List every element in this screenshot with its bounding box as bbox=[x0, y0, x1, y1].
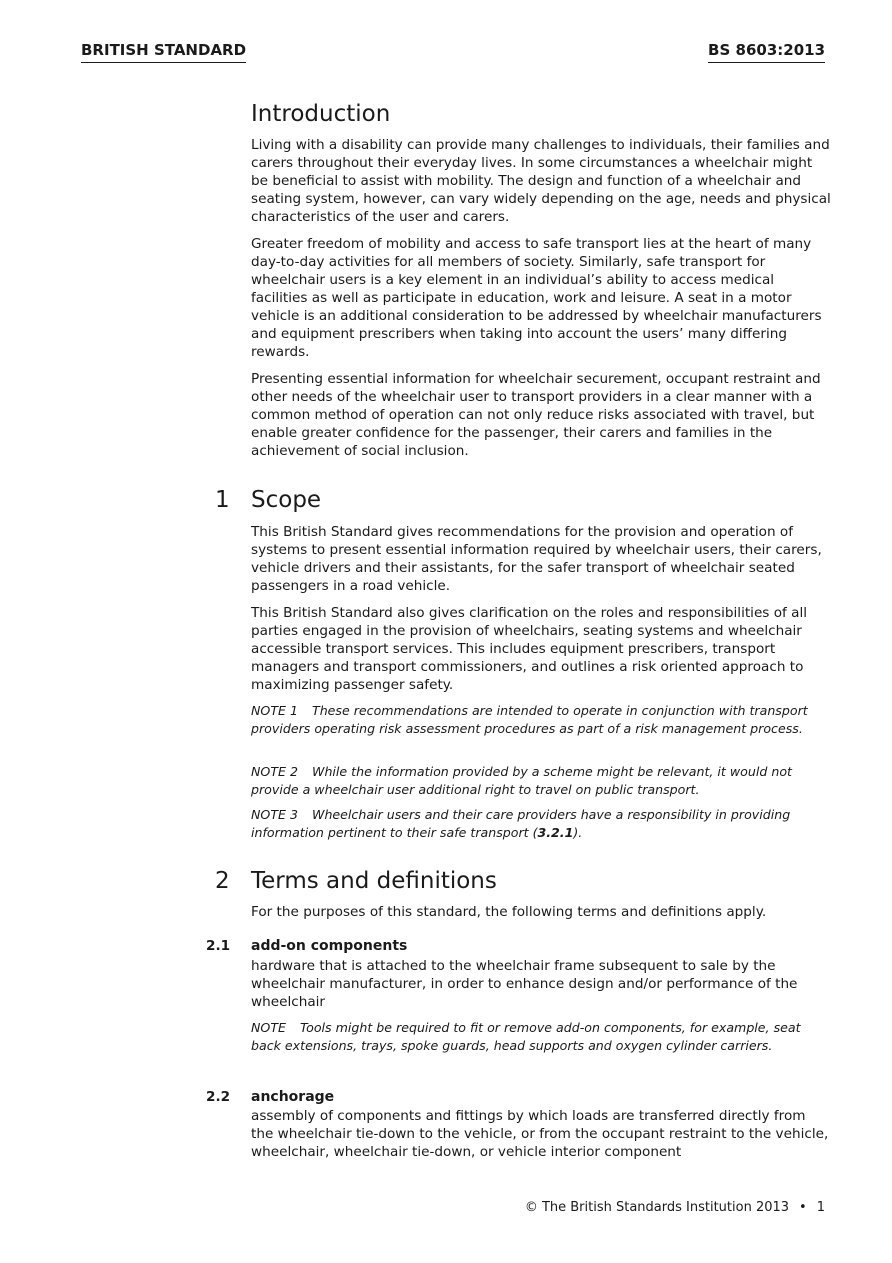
running-header-left: BRITISH STANDARD bbox=[81, 41, 246, 63]
scope-heading: Scope bbox=[251, 487, 322, 513]
term-note-add-on-components bbox=[251, 1019, 831, 1054]
note-text: While the information provided by a scheme might be relevant, it would not provide a wheelchair user additional right to travel on public transport. bbox=[251, 764, 792, 797]
terms-heading: Terms and definitions bbox=[251, 868, 497, 894]
intro-paragraph-1: Living with a disability can provide many challenges to individuals, their families and carers throughout their everyday lives. In some circumstances a wheelchair might be beneficial to assist with mobility. The design and function of a wheelchair and seating system, however, can vary widely depending on the age, needs and physical characteristics of the user and carers. bbox=[251, 137, 831, 225]
scope-note-1 bbox=[251, 702, 831, 737]
copyright-notice: © The British Standards Institution 2013 bbox=[524, 1200, 790, 1215]
scope-paragraph-2: This British Standard also gives clarification on the roles and responsibilities of all parties engaged in the provision of wheelchairs, seating systems and wheelchair accessible transport services. This includes equipment prescribers, transport managers and transport commissioners, and outlines a risk oriented approach to maximizing passenger safety. bbox=[251, 605, 808, 693]
term-name-anchorage: anchorage bbox=[251, 1089, 335, 1105]
scope-note-3 bbox=[251, 806, 831, 841]
page-number: 1 bbox=[816, 1200, 825, 1215]
term-definition-add-on-components: hardware that is attached to the wheelchair frame subsequent to sale by the wheelchair manufacturer, in order to enhance design and/or performance of the wheelchair bbox=[251, 958, 798, 1010]
page-footer bbox=[525, 1199, 825, 1217]
note-text: These recommendations are intended to operate in conjunction with transport providers operating risk assessment procedures as part of a risk management process. bbox=[251, 703, 808, 736]
introduction-heading: Introduction bbox=[251, 101, 391, 127]
term-number-2-1: 2.1 bbox=[206, 938, 231, 954]
term-number-2-2: 2.2 bbox=[206, 1089, 231, 1105]
note-text: Tools might be required to fit or remove add-on components, for example, seat back extensions, trays, spoke guards, head supports and oxygen cylinder carriers. bbox=[251, 1020, 801, 1053]
clause-reference-link[interactable]: 3.2.1 bbox=[537, 824, 574, 840]
intro-paragraph-2: Greater freedom of mobility and access to safe transport lies at the heart of many day-to-day activities for all members of society. Similarly, safe transport for wheelchair users is a key element in an individual’s ability to access medical facilities as well as participate in education, work and leisure. A seat in a motor vehicle is an additional consideration to be addressed by wheelchair manufacturers and equipment prescribers when taking into account the users’ many differing rewards. bbox=[251, 236, 822, 360]
scope-section-number: 1 bbox=[215, 487, 230, 513]
term-name-add-on-components: add-on components bbox=[251, 938, 408, 954]
terms-section-number: 2 bbox=[215, 868, 230, 894]
note-text: Wheelchair users and their care providers have a responsibility in providing information pertinent to their safe transport ( bbox=[251, 807, 791, 840]
note-label: NOTE 2 bbox=[251, 764, 298, 779]
note-tail: ). bbox=[573, 824, 583, 840]
scope-note-2 bbox=[251, 763, 831, 798]
note-label: NOTE 1 bbox=[251, 703, 298, 718]
running-header-right: BS 8603:2013 bbox=[708, 41, 825, 63]
scope-paragraph-1: This British Standard gives recommendations for the provision and operation of systems to present essential information required by wheelchair users, their carers, vehicle drivers and their assistants, for the safer transport of wheelchair seated passengers in a road vehicle. bbox=[251, 524, 822, 594]
intro-paragraph-3: Presenting essential information for wheelchair securement, occupant restraint and other needs of the wheelchair user to transport providers in a clear manner with a common method of operation can not only reduce risks associated with travel, but enable greater confidence for the passenger, their carers and families in the achievement of social inclusion. bbox=[251, 371, 821, 459]
note-label: NOTE bbox=[251, 1020, 286, 1035]
note-label: NOTE 3 bbox=[251, 807, 298, 822]
terms-intro: For the purposes of this standard, the following terms and definitions apply. bbox=[251, 904, 767, 920]
bullet-separator: • bbox=[799, 1200, 807, 1215]
term-definition-anchorage: assembly of components and fittings by which loads are transferred directly from the wheelchair tie-down to the vehicle, or from the occupant restraint to the vehicle, wheelchair, wheelchair tie-down, or vehicle interior component bbox=[251, 1108, 829, 1160]
